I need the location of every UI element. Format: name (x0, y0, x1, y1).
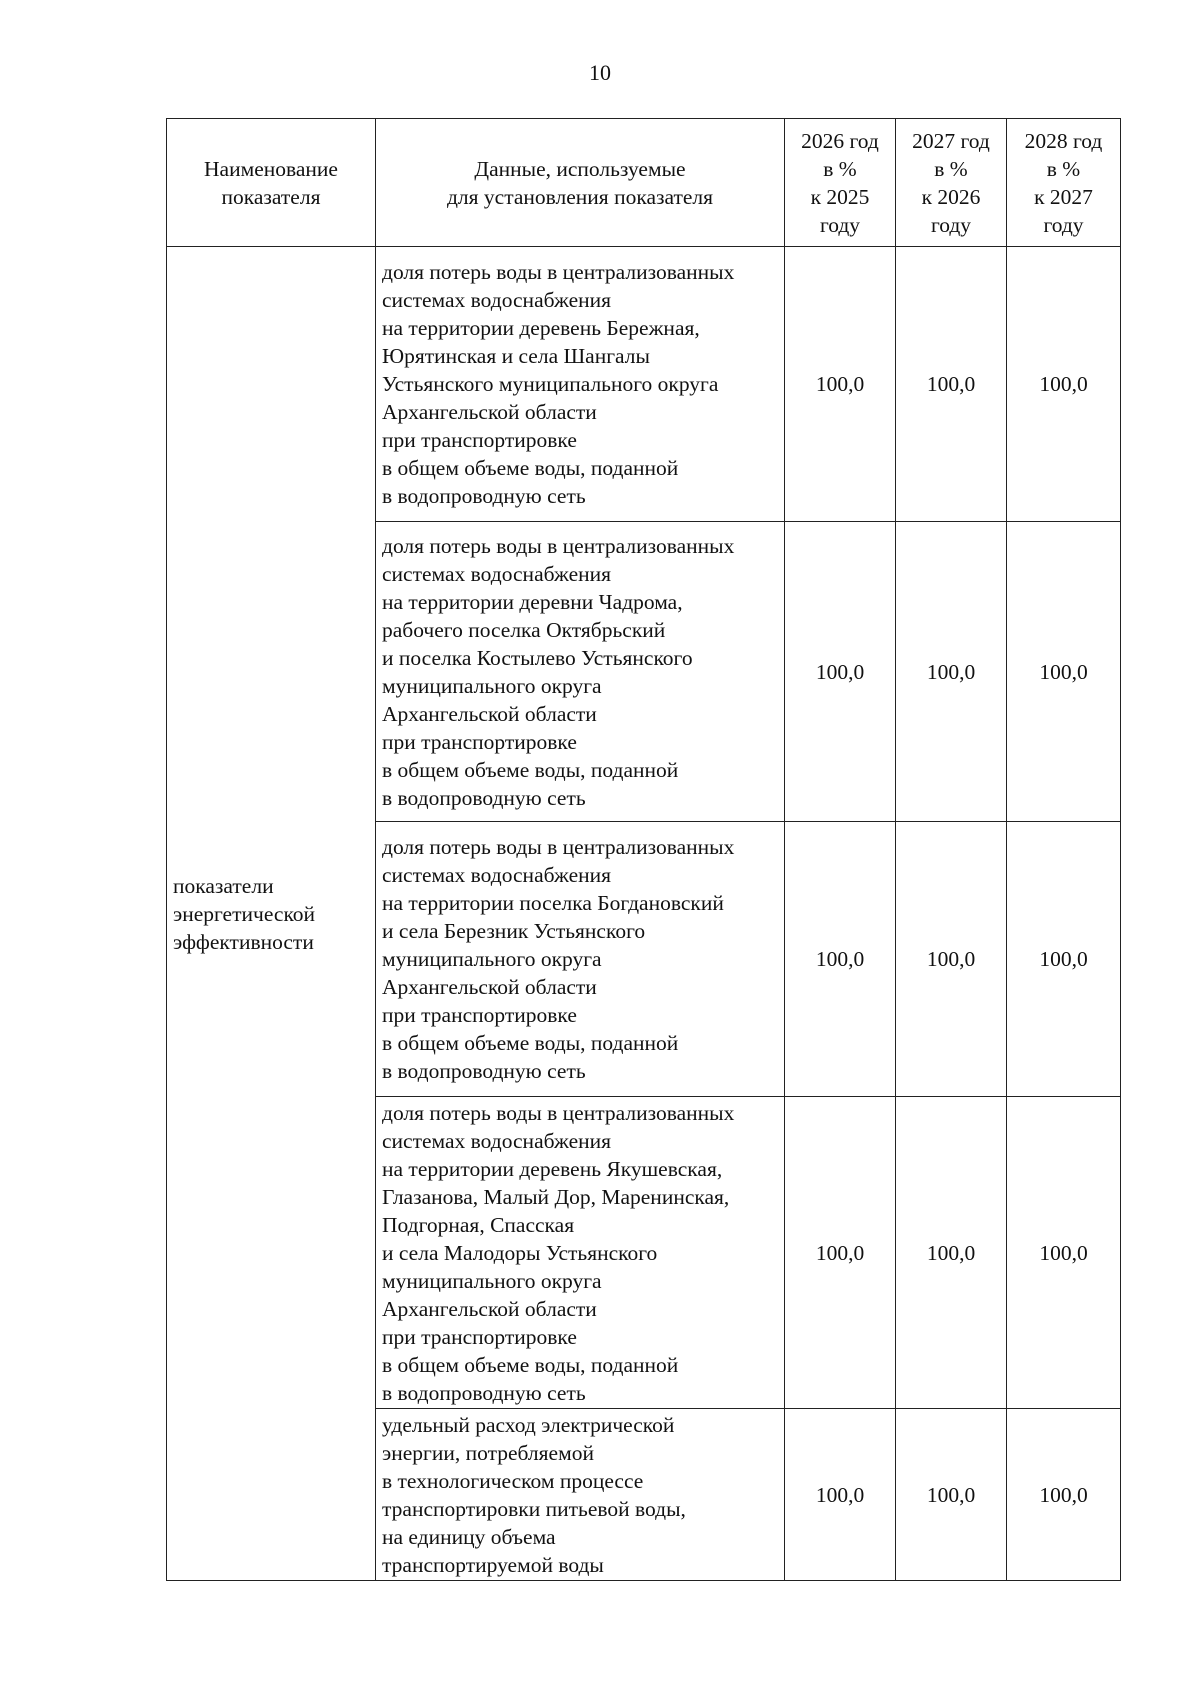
value-2026: 100,0 (785, 822, 896, 1097)
value-2027: 100,0 (896, 522, 1007, 822)
table-row (167, 247, 1121, 522)
indicator-description: доля потерь воды в централизованных системах водоснабжения на территории поселка Богдановский и села Березник Устьянского муниципального округа Архангельской области при транспортировке в общем объеме воды, поданной в водопроводную сеть (376, 822, 785, 1097)
indicator-description: доля потерь воды в централизованных системах водоснабжения на территории деревень Якушевская, Глазанова, Малый Дор, Маренинская, Подгорная, Спасская и села Малодоры Устьянского муниципального округа Архангельской области при транспортировке в общем объеме воды, поданной в водопроводную сеть (376, 1097, 785, 1409)
indicator-description: удельный расход электрической энергии, потребляемой в технологическом процессе транспортировки питьевой воды, на единицу объема транспортируемой воды (376, 1409, 785, 1581)
indicators-table (166, 118, 1121, 1581)
value-2028: 100,0 (1007, 522, 1121, 822)
value-2026: 100,0 (785, 247, 896, 522)
value-2027: 100,0 (896, 822, 1007, 1097)
header-indicator-name: Наименование показателя (167, 119, 376, 247)
indicator-group-name: показатели энергетической эффективности (167, 247, 376, 1581)
page-number: 10 (589, 60, 611, 85)
value-2026: 100,0 (785, 1097, 896, 1409)
value-2028: 100,0 (1007, 1097, 1121, 1409)
value-2027: 100,0 (896, 247, 1007, 522)
header-2026: 2026 год в % к 2025 году (785, 119, 896, 247)
header-2027: 2027 год в % к 2026 году (896, 119, 1007, 247)
value-2026: 100,0 (785, 522, 896, 822)
value-2027: 100,0 (896, 1097, 1007, 1409)
header-indicator-data: Данные, используемые для установления показателя (376, 119, 785, 247)
value-2027: 100,0 (896, 1409, 1007, 1581)
value-2028: 100,0 (1007, 247, 1121, 522)
indicator-description: доля потерь воды в централизованных системах водоснабжения на территории деревни Чадрома, рабочего поселка Октябрьский и поселка Костылево Устьянского муниципального округа Архангельской области при транспортировке в общем объеме воды, поданной в водопроводную сеть (376, 522, 785, 822)
value-2026: 100,0 (785, 1409, 896, 1581)
indicator-description: доля потерь воды в централизованных системах водоснабжения на территории деревень Бережная, Юрятинская и села Шангалы Устьянского муниципального округа Архангельской области при транспортировке в общем объеме воды, поданной в водопроводную сеть (376, 247, 785, 522)
header-2028: 2028 год в % к 2027 году (1007, 119, 1121, 247)
value-2028: 100,0 (1007, 822, 1121, 1097)
value-2028: 100,0 (1007, 1409, 1121, 1581)
table-header-row (167, 119, 1121, 247)
